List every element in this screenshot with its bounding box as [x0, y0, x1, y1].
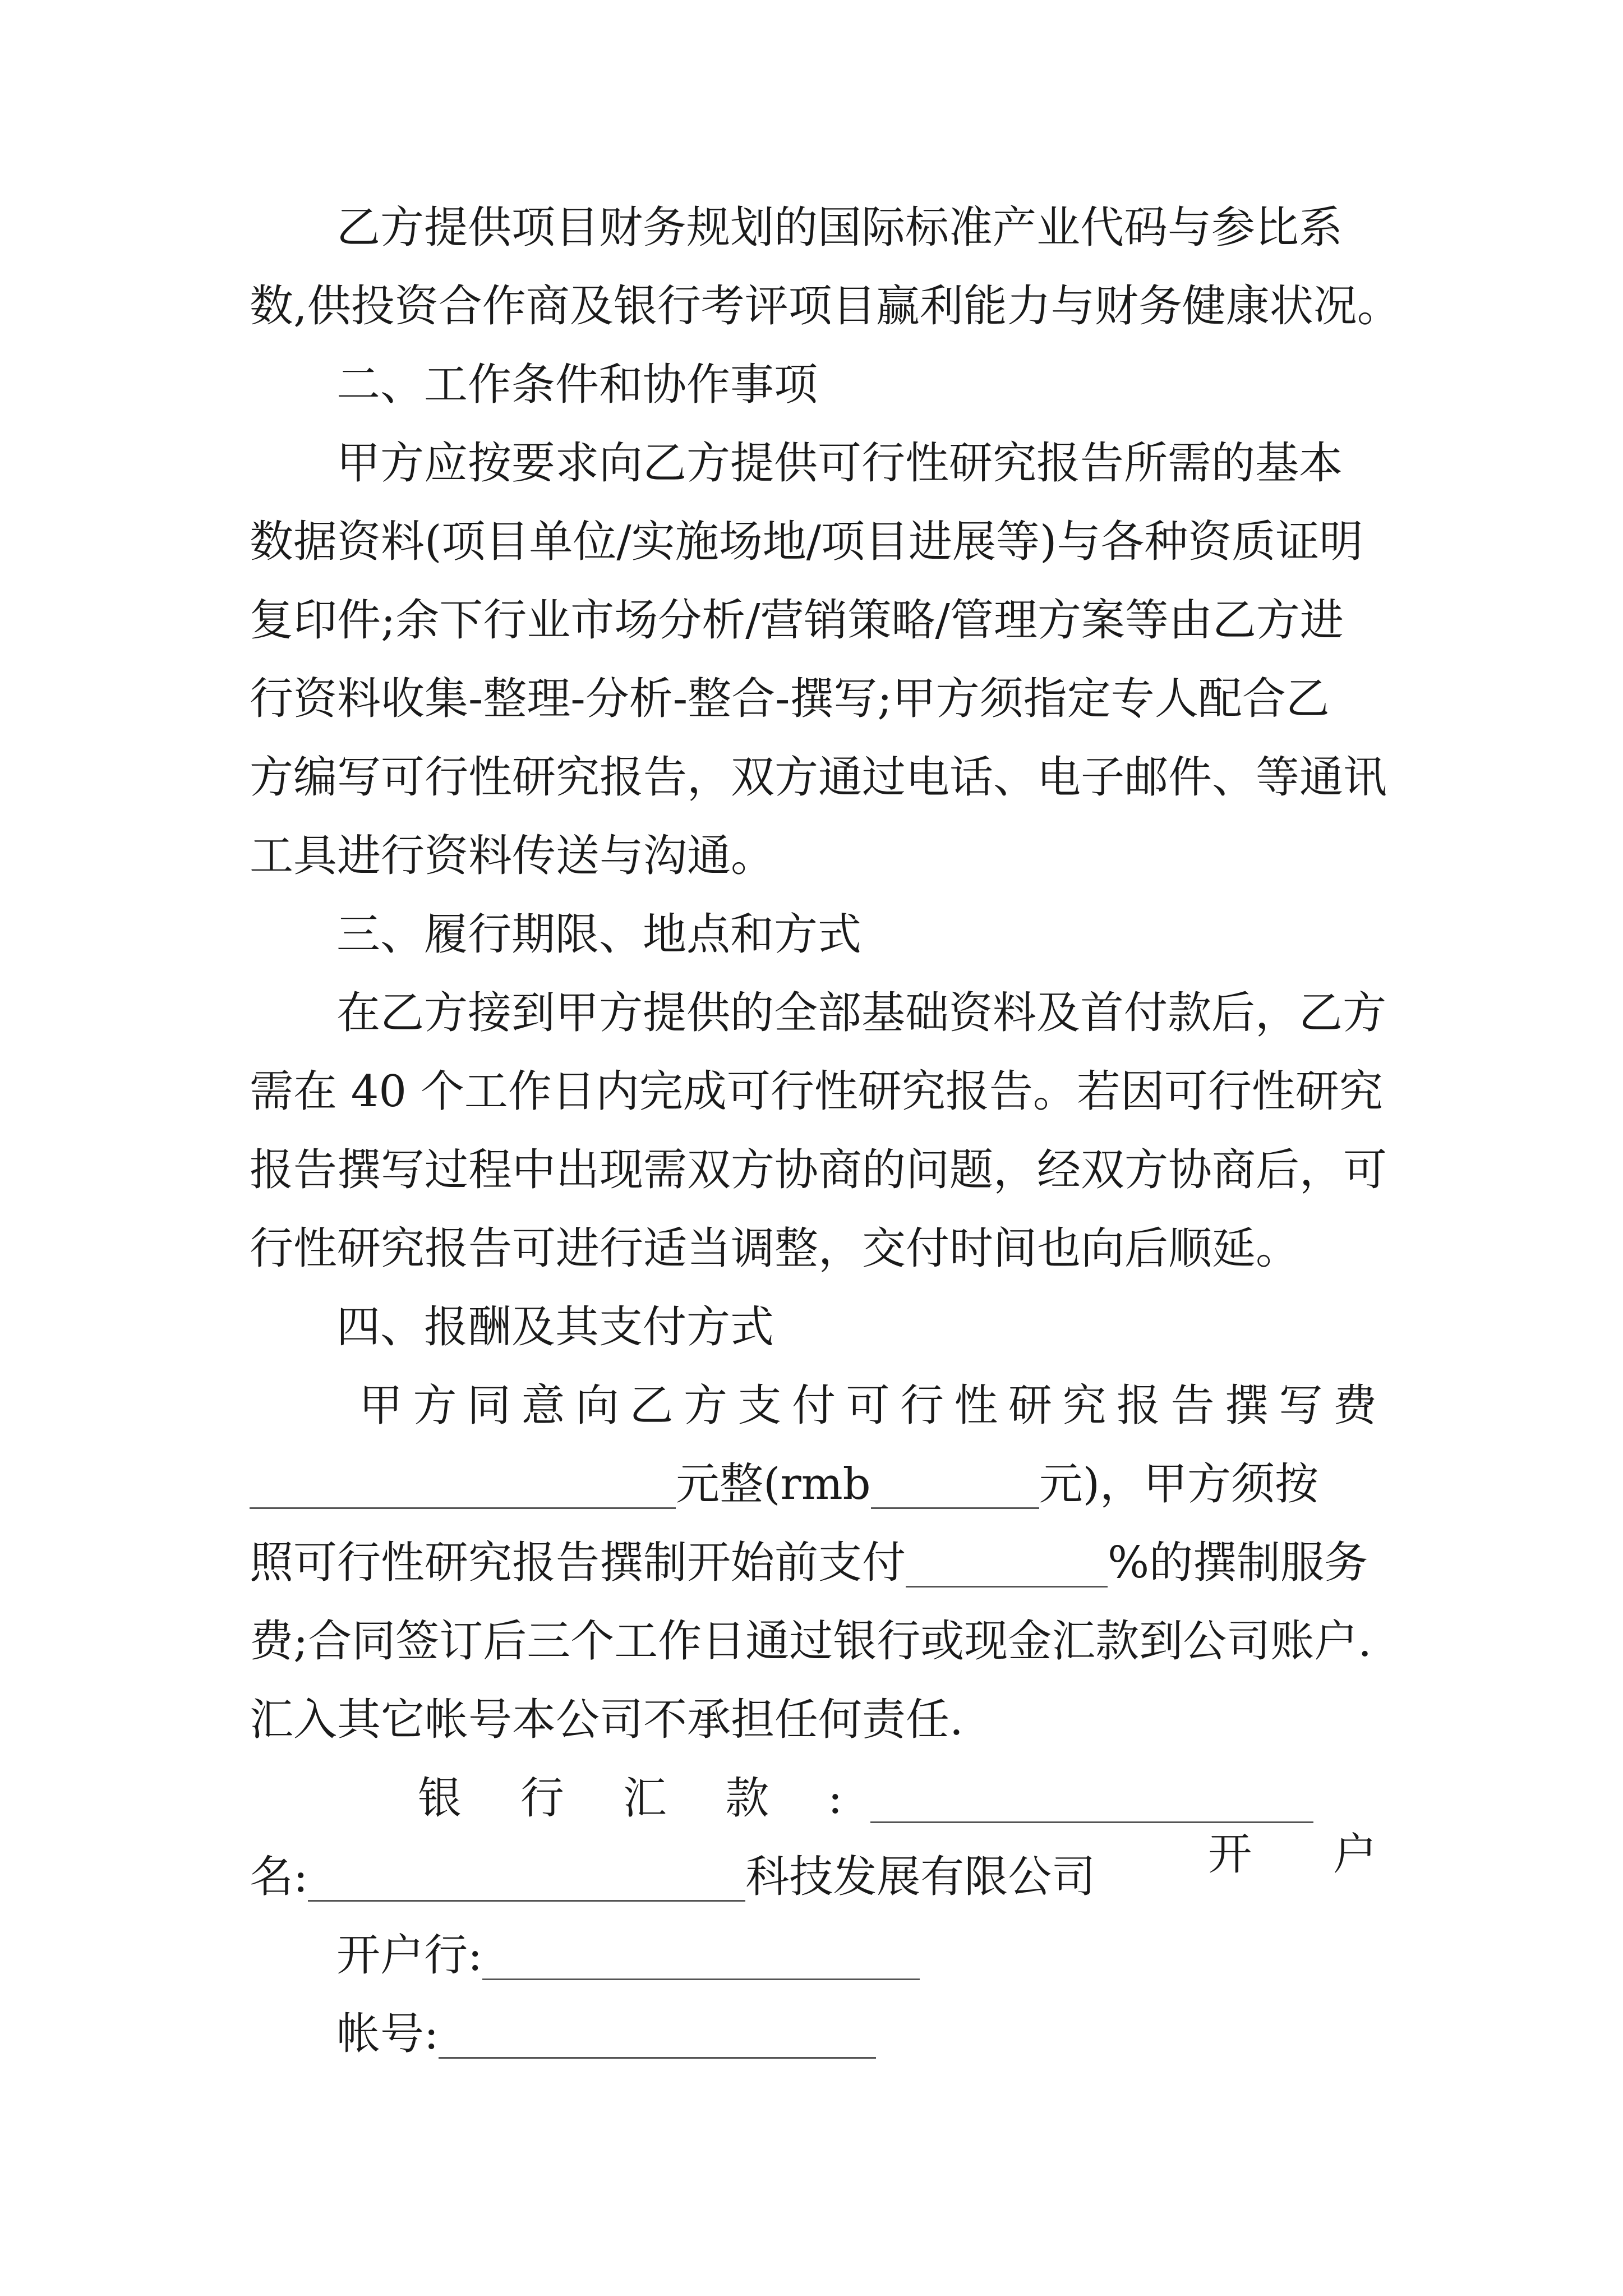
paragraph-line: 在乙方接到甲方提供的全部基础资料及首付款后，乙方: [336, 988, 1387, 1038]
paragraph-line: 汇入其它帐号本公司不承担任何责任.: [250, 1695, 963, 1745]
paragraph-line: 复印件;余下行业市场分析/营销策略/管理方案等由乙方进: [250, 595, 1344, 646]
paragraph-line: 需在 40 个工作日内完成可行性研究报告。若因可行性研究: [250, 1066, 1383, 1117]
account-name-label: 名:: [250, 1852, 308, 1902]
fee-rmb-blank[interactable]: [871, 1462, 1039, 1509]
account-name-blank[interactable]: [308, 1855, 745, 1902]
fee-amount-line: [250, 1456, 1377, 1512]
paragraph-line: 乙方提供项目财务规划的国际标准产业代码与参比系: [336, 203, 1343, 253]
fee-text-1: 元整(rmb: [676, 1459, 871, 1510]
paragraph-line: 行资料收集-整理-分析-整合-撰写;甲方须指定专人配合乙: [250, 674, 1330, 724]
paragraph-line: 报告撰写过程中出现需双方协商的问题，经双方协商后，可: [250, 1145, 1387, 1195]
paragraph-line: 数据资料(项目单位/实施场地/项目进展等)与各种资质证明: [250, 517, 1363, 567]
section-heading-3: 三、履行期限、地点和方式: [336, 909, 862, 960]
account-number-line: [336, 2006, 1464, 2062]
bank-transfer-blank[interactable]: [870, 1777, 1313, 1823]
account-name-word: 开 户: [1208, 1829, 1410, 1880]
section-heading-4: 四、报酬及其支付方式: [336, 1302, 774, 1352]
account-number-label: 帐号:: [336, 2009, 439, 2059]
account-number-blank[interactable]: [439, 2012, 876, 2059]
paragraph-line: 行性研究报告可进行适当调整，交付时间也向后顺延。: [250, 1223, 1300, 1274]
ratio-text-2: %的撰制服务: [1108, 1538, 1368, 1588]
bank-transfer-label: 银 行 汇 款 :: [418, 1773, 865, 1824]
paragraph-line: 费;合同签订后三个工作日通过银行或现金汇款到公司账户.: [250, 1616, 1372, 1667]
ratio-percent-blank[interactable]: [906, 1541, 1108, 1588]
section-heading-2: 二、工作条件和协作事项: [336, 360, 818, 410]
account-name-line: [250, 1849, 1377, 1905]
ratio-line: [250, 1535, 1377, 1591]
fee-amount-blank[interactable]: [250, 1462, 676, 1509]
paragraph-line: 方编写可行性研究报告，双方通过电话、电子邮件、等通讯: [250, 752, 1387, 803]
bank-branch-label: 开户行:: [336, 1930, 483, 1981]
paragraph-line: 甲方应按要求向乙方提供可行性研究报告所需的基本: [336, 438, 1343, 489]
fee-intro-line: 甲方同意向乙方支付可行性研究报告撰写费: [359, 1381, 1377, 1431]
bank-branch-line: [336, 1927, 1464, 1984]
fee-text-2: 元)，甲方须按: [1039, 1459, 1319, 1510]
paragraph-line: 工具进行资料传送与沟通。: [250, 831, 775, 881]
company-suffix: 科技发展有限公司: [745, 1852, 1096, 1902]
bank-branch-blank[interactable]: [482, 1934, 920, 1980]
ratio-text-1: 照可行性研究报告撰制开始前支付: [250, 1538, 906, 1588]
paragraph-line: 数,供投资合作商及银行考评项目赢利能力与财务健康状况。: [250, 281, 1401, 332]
